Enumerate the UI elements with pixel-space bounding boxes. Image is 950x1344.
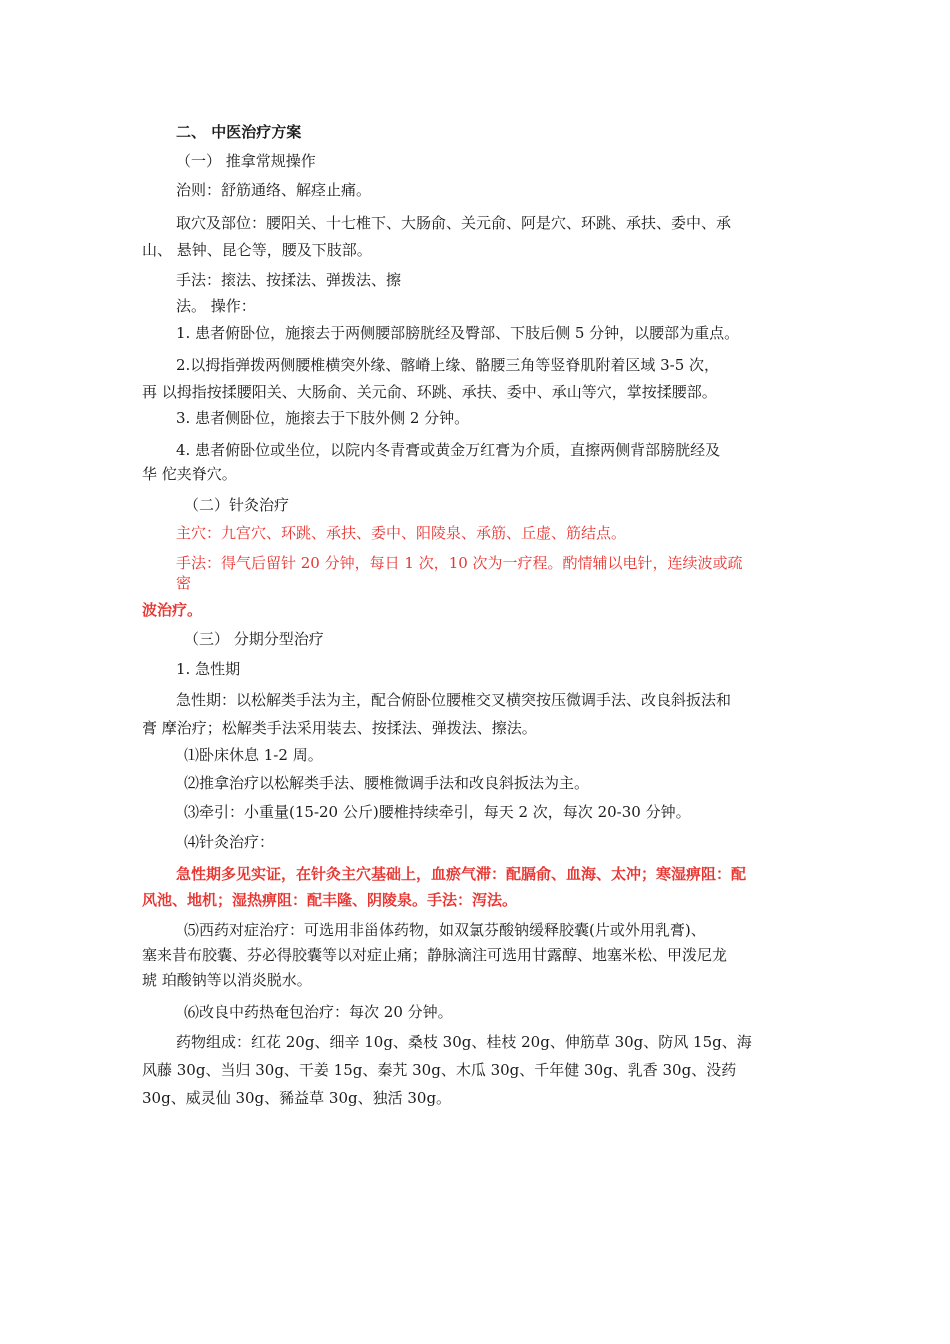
acupoints-line: 取穴及部位：腰阳关、十七椎下、大肠俞、关元俞、阿是穴、环跳、承扶、委中、承 — [176, 214, 732, 232]
drug-composition: 风藤 30g、当归 30g、干姜 15g、秦艽 30g、木瓜 30g、千年健 30g、乳香 30g、没药 — [142, 1061, 737, 1079]
treatment-item: ⑹改良中药热奄包治疗：每次 20 分钟。 — [184, 1003, 453, 1021]
main-acupoints: 主穴：九宫穴、环跳、承扶、委中、阳陵泉、承筋、丘虚、筋结点。 — [176, 524, 627, 542]
drug-composition: 30g、威灵仙 30g、豨益草 30g、独活 30g。 — [142, 1089, 452, 1107]
treatment-item: 塞来昔布胶囊、芬必得胶囊等以对症止痛；静脉滴注可选用甘露醇、地塞米松、甲泼尼龙 — [142, 946, 728, 964]
treatment-item: ⑷针灸治疗： — [184, 833, 275, 851]
acupuncture-syndrome-text: 急性期多见实证，在针灸主穴基础上，血瘀气滞：配膈俞、血海、太冲；寒湿痹阻：配 — [176, 865, 747, 883]
operation-step: 1. 患者俯卧位，施㨰去于两侧腰部膀胱经及臀部、下肢后侧 5 分钟，以腰部为重点。 — [176, 324, 740, 342]
stage-title: 1. 急性期 — [176, 660, 241, 678]
acupuncture-technique: 密 — [176, 574, 192, 592]
operation-step: 2.以拇指弹拨两侧腰椎横突外缘、髂嵴上缘、骼腰三角等竖脊肌附着区域 3-5 次， — [176, 356, 720, 374]
subsection-title: （三） 分期分型治疗 — [184, 630, 324, 648]
treatment-principle: 治则：舒筋通络、解痉止痛。 — [176, 181, 372, 199]
technique-line: 法。 操作： — [176, 297, 256, 315]
acupuncture-technique: 波治疗。 — [142, 601, 203, 619]
operation-step: 4. 患者俯卧位或坐位，以院内冬青膏或黄金万红膏为介质，直擦两侧背部膀胱经及 — [176, 441, 721, 459]
treatment-item: ⑶牵引：小重量(15-20 公斤)腰椎持续牵引，每天 2 次，每次 20-30 分钟。 — [184, 803, 691, 821]
operation-step: 3. 患者侧卧位，施㨰去于下肢外侧 2 分钟。 — [176, 409, 470, 427]
acupoints-line: 山、 悬钟、昆仑等，腰及下肢部。 — [142, 241, 372, 259]
drug-composition: 药物组成：红花 20g、细辛 10g、桑枝 30g、桂枝 20g、伸筋草 30g、防风 15g、海 — [176, 1033, 752, 1051]
technique-line: 手法：㨰法、按揉法、弹拨法、擦 — [176, 271, 402, 289]
operation-step: 再 以拇指按揉腰阳关、大肠俞、关元俞、环跳、承扶、委中、承山等穴，掌按揉腰部。 — [142, 383, 717, 401]
acupuncture-technique: 手法：得气后留针 20 分钟，每日 1 次，10 次为一疗程。酌情辅以电针，连续波或疏 — [176, 554, 743, 572]
subsection-title: （二）针灸治疗 — [184, 496, 290, 514]
section-heading: 二、 中医治疗方案 — [176, 123, 302, 141]
treatment-item: 琥 珀酸钠等以消炎脱水。 — [142, 971, 312, 989]
treatment-item: ⑴卧床休息 1-2 周。 — [184, 746, 323, 764]
acute-stage-text: 急性期：以松解类手法为主，配合俯卧位腰椎交叉横突按压微调手法、改良斜扳法和 — [176, 691, 732, 709]
subsection-title: （一） 推拿常规操作 — [176, 152, 316, 170]
acute-stage-text: 膏 摩治疗；松解类手法采用装去、按揉法、弹拨法、擦法。 — [142, 719, 537, 737]
treatment-item: ⑵推拿治疗以松解类手法、腰椎微调手法和改良斜扳法为主。 — [184, 774, 590, 792]
operation-step: 华 佗夹脊穴。 — [142, 465, 237, 483]
treatment-item: ⑸西药对症治疗：可选用非甾体药物，如双氯芬酸钠缓释胶囊(片或外用乳膏)、 — [184, 921, 706, 939]
acupuncture-syndrome-text: 风池、地机；湿热痹阻：配丰隆、阴陵泉。手法：泻法。 — [142, 891, 518, 909]
